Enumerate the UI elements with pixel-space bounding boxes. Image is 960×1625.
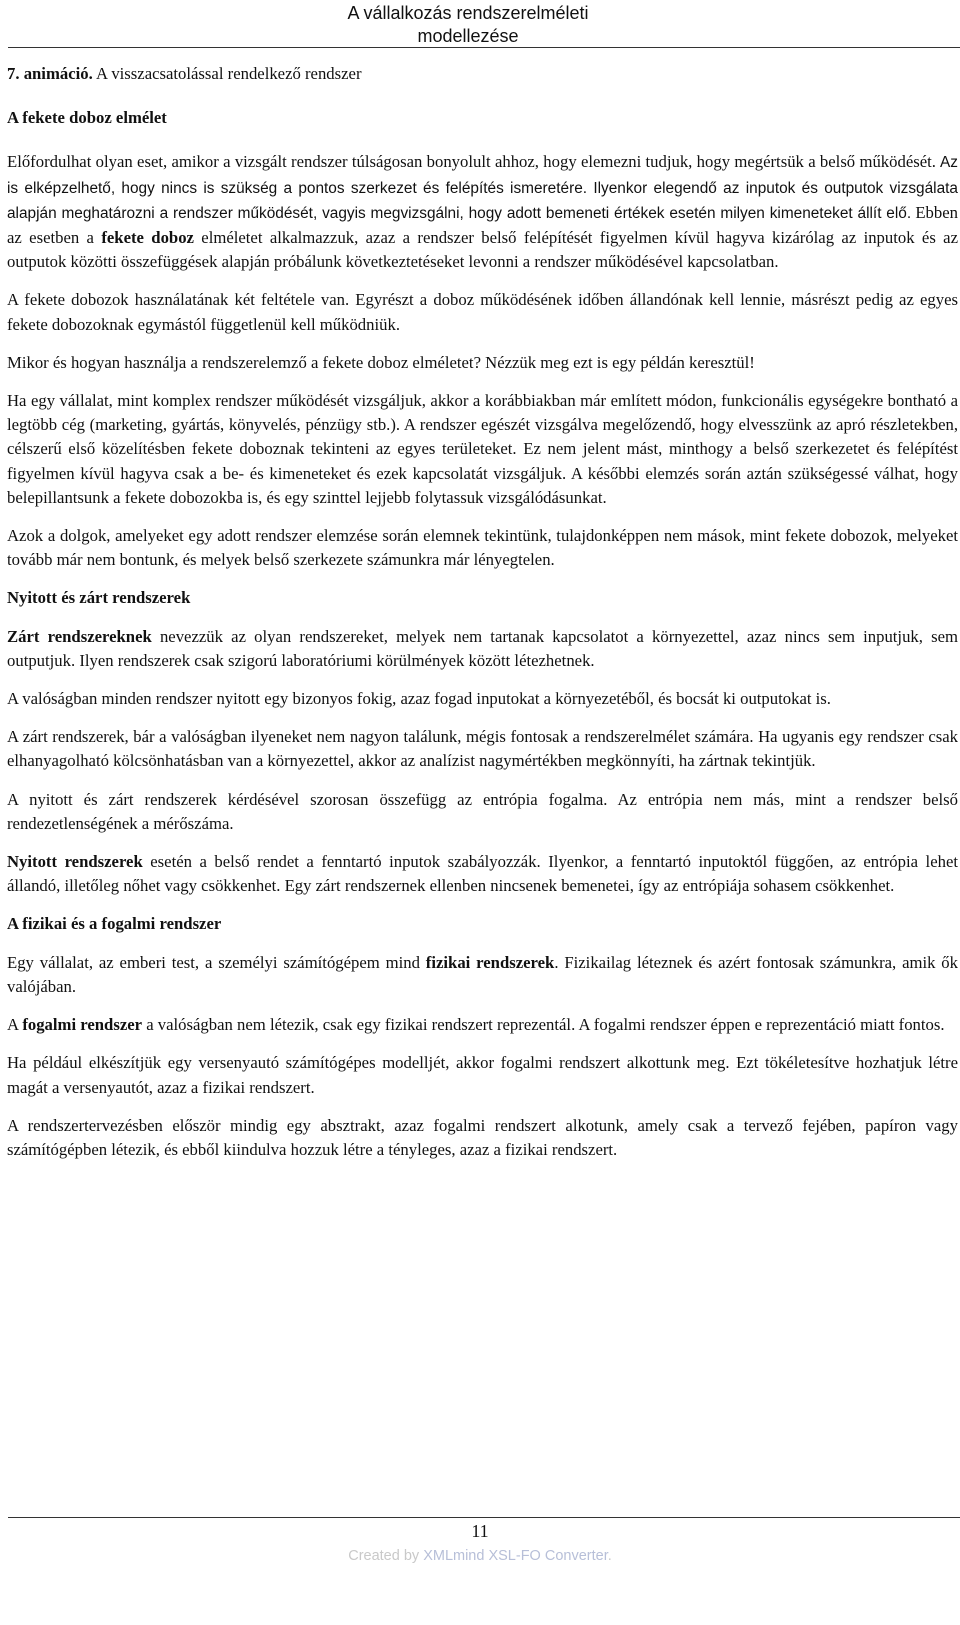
watermark-brand-link[interactable]: XMLmind XSL-FO Converter — [423, 1548, 608, 1564]
paragraph-conceptual-system — [7, 1013, 958, 1037]
animation-title — [7, 62, 958, 86]
page-content — [7, 62, 958, 1162]
term-fekete-doboz: fekete doboz — [101, 228, 194, 248]
watermark-prefix: Created by — [348, 1548, 424, 1564]
paragraph-text: esetén a belső rendet a fenntartó inputok szabályozzák. Ilyenkor, a fenntartó inputoktól függően, az entrópia lehet állandó, illetőleg nőhet vagy csökkenhet. Egy zárt rendszernek ellenben nincsenek bemenetei, így az entrópiája sohasem csökkenhet. — [7, 852, 958, 896]
term-nyitott-rendszerek: Nyitott rendszerek — [7, 852, 143, 872]
paragraph-physical-systems — [7, 951, 958, 999]
paragraph-text: a valóságban nem létezik, csak egy fizikai rendszert reprezentál. A fogalmi rendszer éppen e reprezentáció miatt fontos. — [142, 1015, 945, 1035]
paragraph-text: nevezzük az olyan rendszereket, melyek nem tartanak kapcsolatot a környezettel, azaz nincs sem inputjuk, sem outputjuk. Ilyen rendszerek csak szigorú laboratóriumi körülmények között létezhetnek. — [7, 626, 958, 670]
animation-number: 7. animáció. — [7, 64, 93, 83]
paragraph-closed-importance: A zárt rendszerek, bár a valóságban ilyeneket nem nagyon találunk, mégis fontosak a rendszerelmélet számára. Ha ugyanis egy rendszer csak elhanyagolható kölcsönhatásban van a környezettel, akkor az analízist nagymértékben megkönnyíti, ha zártnak tekintjük. — [7, 727, 958, 771]
paragraph-open-systems — [7, 850, 958, 898]
section-heading-physical-conceptual: A fizikai és a fogalmi rendszer — [7, 914, 222, 934]
footer-divider — [8, 1517, 960, 1518]
paragraph-text: A — [7, 1015, 23, 1035]
paragraph-text: elméletet alkalmazzuk, azaz a rendszer belső felépítését figyelmen kívül hagyva kizárólag az inputok és az outputok közötti összefüggések alapján próbálunk következtetéseket levonni a rendszer működésével kapcsolatban. — [7, 228, 958, 272]
paragraph-entropy: A nyitott és zárt rendszerek kérdésével szorosan összefügg az entrópia fogalma. Az entrópia nem más, mint a rendszer belső rendezetlenségének a mérőszáma. — [7, 789, 958, 833]
paragraph-text: Egy vállalat, az emberi test, a személyi számítógépem mind — [7, 952, 426, 972]
paragraph-black-box-intro — [7, 150, 958, 274]
paragraph-text: . Fizikailag léteznek és azért fontosak számunkra, amik ők valójában. — [7, 952, 958, 996]
paragraph-company-example: Ha egy vállalat, mint komplex rendszer működését vizsgáljuk, akkor a korábbiakban már említett módon, funkcionális egységekre bontható a legtöbb cég (marketing, gyártás, könyvelés, pénzügy stb.). A rendszer egészét vizsgálva megelőzendő, hogy elvesszünk az apró részletekben, célszerű első közelítésben fekete doboznak tekinteni az egyes területeket. Ez nem jelent mást, minthogy a belső szerkezetet és felépítést figyelmen kívül hagyva csak a be- és kimeneteket és ezek kapcsolatát vizsgáljuk. A későbbi elemzés során aztán szükségessé válhat, hogy belepillantsunk a fekete dobozokba is, és egy szinttel lejjebb folytassuk vizsgálódásunkat. — [7, 391, 958, 507]
paragraph-open-reality: A valóságban minden rendszer nyitott egy bizonyos fokig, azaz fogad inputokat a környezetéből, és bocsát ki outputokat is. — [7, 689, 831, 709]
section-heading-open-closed: Nyitott és zárt rendszerek — [7, 588, 191, 608]
paragraph-system-design: A rendszertervezésben először mindig egy absztrakt, azaz fogalmi rendszert alkotunk, amely csak a tervező fejében, papíron vagy számítógépben létezik, és ebből kiindulva hozzuk létre a tényleges, azaz a fizikai rendszert. — [7, 1115, 958, 1159]
paragraph-text: Ebben az esetben a — [7, 202, 958, 248]
page-header — [8, 0, 960, 48]
section-heading-black-box: A fekete doboz elmélet — [7, 108, 167, 128]
page-number: 11 — [471, 1521, 489, 1541]
paragraph-closed-systems — [7, 625, 958, 673]
paragraph-question: Mikor és hogyan használja a rendszerelemző a fekete doboz elméletet? Nézzük meg ezt is egy példán keresztül! — [7, 352, 755, 372]
header-title: A vállalkozás rendszerelméleti modellezése — [347, 3, 589, 46]
watermark-suffix: . — [607, 1548, 612, 1564]
paragraph-text: Az is elképzelhető, hogy nincs is szükség a pontos szerkezet és felépítés ismeretére. Ilyenkor elegendő az inputok és outputok vizsgálata alapján meghatározni a rendszer működését, vagyis megvizsgálni, hogy adott bemeneti értékek esetén milyen kimeneteket állít elő. — [7, 154, 958, 222]
term-fogalmi-rendszer: fogalmi rendszer — [22, 1015, 143, 1035]
paragraph-text: Előfordulhat olyan eset, amikor a vizsgált rendszer túlságosan bonyolult ahhoz, hogy elemezni tudjuk, hogy megértsük a belső működését. — [7, 152, 936, 172]
paragraph-race-car-example: Ha például elkészítjük egy versenyautó számítógépes modelljét, akkor fogalmi rendszert alkottunk meg. Ezt tökéletesítve hozhatjuk létre magát a versenyautót, azaz a fizikai rendszert. — [7, 1053, 958, 1097]
watermark — [0, 1548, 960, 1564]
term-fizikai-rendszerek: fizikai rendszerek — [425, 952, 555, 972]
header-divider — [8, 47, 960, 48]
animation-caption: A visszacsatolással rendelkező rendszer — [92, 64, 362, 83]
term-zart-rendszereknek: Zárt rendszereknek — [7, 626, 152, 646]
paragraph-elements: Azok a dolgok, amelyeket egy adott rendszer elemzése során elemnek tekintünk, tulajdonképpen nem mások, mint fekete dobozok, melyeket tovább már nem bontunk, és melyek belső szerkezete számunkra már lényegtelen. — [7, 526, 958, 570]
paragraph-black-box-conditions: A fekete dobozok használatának két feltétele van. Egyrészt a doboz működésének időben állandónak kell lennie, másrészt pedig az egyes fekete dobozoknak egymástól függetlenül kell működniük. — [7, 290, 958, 334]
